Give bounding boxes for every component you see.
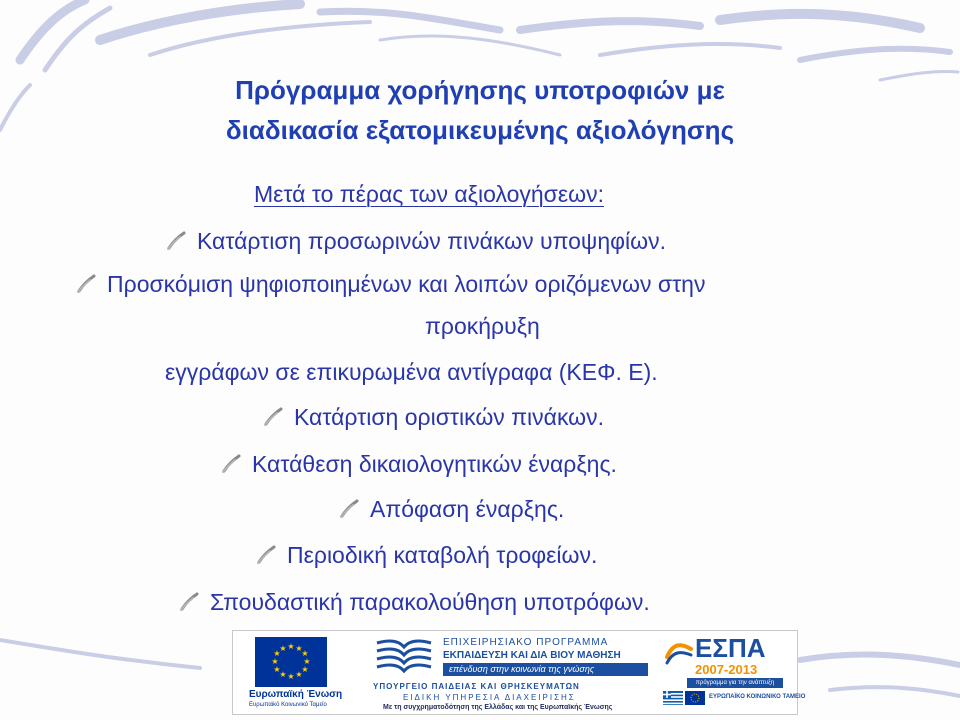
svg-text:★: ★ xyxy=(301,665,309,674)
list-item-text: Κατάρτιση προσωρινών πινάκων υποψηφίων. xyxy=(197,228,666,254)
svg-text:★: ★ xyxy=(273,649,281,658)
list-item xyxy=(165,227,666,255)
list-item-text: Απόφαση έναρξης. xyxy=(370,496,565,522)
greek-flag-icon xyxy=(663,691,683,705)
list-item xyxy=(220,450,617,478)
list-item xyxy=(262,403,604,431)
slide-title-line-2: διαδικασία εξατομικευμένης αξιολόγησης xyxy=(225,115,735,145)
list-item-text: Προσκόμιση ψηφιοποιημένων και λοιπών οριζόμενων στην xyxy=(107,271,706,297)
espa-title: ΕΣΠΑ xyxy=(695,633,766,663)
ministry-name: ΥΠΟΥΡΓΕΙΟ ΠΑΙΔΕΙΑΣ ΚΑΙ ΘΡΗΣΚΕΥΜΑΤΩΝ xyxy=(373,682,580,691)
list-item xyxy=(178,588,650,616)
list-item-text: Κατάθεση δικαιολογητικών έναρξης. xyxy=(252,451,617,477)
list-item-continuation: προκήρυξη xyxy=(425,313,540,339)
svg-text:★: ★ xyxy=(295,644,303,653)
list-item-text: Κατάρτιση οριστικών πινάκων. xyxy=(294,404,605,430)
brush-stroke-bullet-icon xyxy=(338,498,360,520)
brush-stroke-bullet-icon xyxy=(255,544,277,566)
list-item xyxy=(255,541,597,569)
list-item xyxy=(75,270,705,298)
svg-text:★: ★ xyxy=(287,672,295,681)
svg-text:★: ★ xyxy=(279,670,287,679)
intro-text: Μετά το πέρας των αξιολογήσεων: xyxy=(254,181,604,207)
brush-stroke-bullet-icon xyxy=(178,591,200,613)
program-line-2: ΕΚΠΑΙΔΕΥΣΗ ΚΑΙ ΔΙΑ ΒΙΟΥ ΜΑΘΗΣΗ xyxy=(443,650,621,661)
svg-text:★: ★ xyxy=(279,644,287,653)
eu-flag-icon xyxy=(255,637,327,687)
brush-stroke-bullet-icon xyxy=(262,406,284,428)
brush-stroke-bullet-icon xyxy=(220,453,242,475)
espa-wave-logo-icon xyxy=(665,639,693,665)
funding-logos-bar xyxy=(232,630,806,715)
list-item-text: Περιοδική καταβολή τροφείων. xyxy=(287,542,598,568)
program-book-logo-icon xyxy=(373,637,435,679)
svg-text:★: ★ xyxy=(301,649,309,658)
svg-text:★: ★ xyxy=(273,665,281,674)
eu-name: Ευρωπαϊκή Ένωση xyxy=(249,689,343,700)
espa-slogan: πρόγραμμα για την ανάπτυξη xyxy=(687,678,783,688)
eu-subtitle: Ευρωπαϊκό Κοινωνικό Ταμείο xyxy=(249,702,327,708)
list-item xyxy=(338,495,564,523)
espa-years: 2007-2013 xyxy=(695,662,758,677)
eu-small-flag-icon xyxy=(685,691,705,705)
slide-title xyxy=(0,70,960,150)
special-service: ΕΙΔΙΚΗ ΥΠΗΡΕΣΙΑ ΔΙΑΧΕΙΡΙΣΗΣ xyxy=(403,693,576,702)
list-item-text: Σπουδαστική παρακολούθηση υποτρόφων. xyxy=(210,589,650,615)
svg-text:★: ★ xyxy=(295,670,303,679)
svg-text:★: ★ xyxy=(303,657,311,666)
slide-title-line-1: Πρόγραμμα χορήγησης υποτροφιών με xyxy=(235,75,725,105)
program-line-1: ΕΠΙΧΕΙΡΗΣΙΑΚΟ ΠΡΟΓΡΑΜΜΑ xyxy=(443,637,609,648)
brush-stroke-bullet-icon xyxy=(165,230,187,252)
cofunding-text: Με τη συγχρηματοδότηση της Ελλάδας και της Ευρωπαϊκής Ένωσης xyxy=(383,704,613,711)
espa-fund: ΕΥΡΩΠΑΪΚΟ ΚΟΙΝΩΝΙΚΟ ΤΑΜΕΙΟ xyxy=(709,694,806,700)
svg-text:★: ★ xyxy=(271,657,279,666)
list-item-continuation: εγγράφων σε επικυρωμένα αντίγραφα (ΚΕΦ. Ε). xyxy=(165,359,658,385)
program-slogan: επένδυση στην κοινωνία της γνώσης xyxy=(443,663,648,676)
brush-stroke-bullet-icon xyxy=(75,273,97,295)
svg-text:★: ★ xyxy=(287,642,295,651)
